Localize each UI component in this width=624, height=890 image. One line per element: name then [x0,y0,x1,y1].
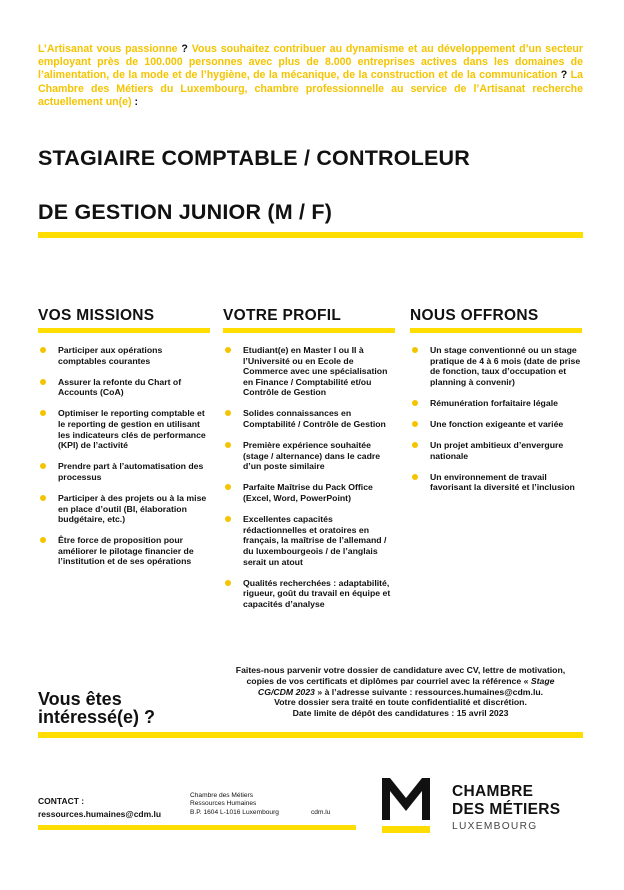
interest-line-1: Vous êtes [38,689,122,709]
offrons-item-text: Un environnement de travail favorisant la diversité et l’inclusion [430,471,575,493]
address-line-2: Ressources Humaines [190,800,257,808]
missions-item [38,535,210,567]
missions-item [38,345,210,366]
offrons-item [410,345,582,387]
brand-line-1: CHAMBRE [452,783,534,800]
apply-line-2 [213,676,588,687]
profil-item [223,345,395,398]
profil-item-text: Excellentes capacités rédactionnelles et oratoires en français, la maîtrise de l’allemand / du luxembourgeois / de l’anglais serait un atout [243,514,387,567]
missions-item-text: Assurer la refonte du Chart of Accounts (CoA) [58,376,182,398]
intro-paragraph [38,43,583,109]
offrons-underline [410,328,582,333]
bullet-dot-icon [40,537,46,543]
bullet-dot-icon [225,516,231,522]
profil-item [223,440,395,472]
interest-heading [38,690,155,726]
offrons-item [410,398,582,409]
missions-item-text: Optimiser le reporting comptable et le reporting de gestion en utilisant les indicateurs clés de performance (KPI) de l’activité [58,408,206,451]
bullet-dot-icon [225,410,231,416]
profil-item-text: Première expérience souhaitée (stage / alternance) dans le cadre d’un poste similaire [243,440,381,472]
profil-item-text: Parfaite Maîtrise du Pack Office (Excel, Word, PowerPoint) [243,482,373,504]
bullet-dot-icon [40,410,46,416]
apply-line-1: Faites-nous parvenir votre dossier de candidature avec CV, lettre de motivation, [235,665,566,675]
profil-item-text: Qualités recherchées : adaptabilité, rigueur, goût du travail en équipe et capacités d’analyse [243,577,391,609]
missions-item-text: Être force de proposition pour améliorer le pilotage financier de l’institution et de ses opérations [58,535,194,567]
missions-item [38,377,210,398]
profil-item [223,514,395,567]
offrons-item-text: Un projet ambitieux d’envergure nationale [430,440,564,461]
apply-line-3 [213,687,588,698]
profil-underline [223,328,395,333]
bullet-dot-icon [225,347,231,353]
apply-line-4: Votre dossier sera traité en toute confidentialité et discrétion. [274,697,527,708]
apply-deadline: Date limite de dépôt des candidatures : 15 avril 2023 [292,708,509,719]
bullet-dot-icon [40,379,46,385]
missions-item-text: Participer aux opérations comptables courantes [58,345,163,366]
profil-item [223,408,395,429]
profil-item-text: Solides connaissances en Comptabilité / Contrôle de Gestion [243,408,386,430]
title-accent-bar [38,232,583,238]
bullet-dot-icon [412,421,418,427]
missions-item [38,461,210,482]
intro-part-2: Vous souhaitez contribuer au dynamisme et au développement d’un secteur employant près de 100.000 personnes avec plus de 8.000 entreprises actives dans les domaines de l’alimentation, de la mode et de l’hygiène, de la mécanique, de la construction et de la communication [38,43,583,82]
offrons-item [410,419,582,430]
bullet-dot-icon [40,347,46,353]
interest-accent-bar [38,732,583,738]
bullet-dot-icon [40,495,46,501]
missions-heading: VOS MISSIONS [38,307,155,324]
profil-item-text: Etudiant(e) en Master I ou II à l’Université ou en Ecole de Commerce avec une spécialisation en Finance / Comptabilité et/ou Contrôle de Gestion [243,345,388,398]
job-title-line-2: DE GESTION JUNIOR (M / F) [38,200,333,224]
bullet-dot-icon [40,463,46,469]
intro-colon: : [131,95,139,108]
bullet-dot-icon [225,484,231,490]
missions-item [38,493,210,525]
application-instructions [213,665,588,719]
missions-item-text: Participer à des projets ou à la mise en place d’outil (BI, élaboration budgétaire, etc.) [58,492,207,525]
offrons-item [410,472,582,493]
apply-line-3-suffix: » à l’adresse suivante : ressources.humaines@cdm.lu. [314,686,544,697]
contact-website: cdm.lu [311,809,331,816]
apply-line-2-prefix: copies de vos certificats et diplômes par courriel avec la référence « [246,675,531,686]
missions-underline [38,328,210,333]
profil-list [223,345,395,609]
contact-address [190,792,279,817]
intro-question-mark-2: ? [557,69,571,82]
job-title-line-1: STAGIAIRE COMPTABLE / CONTROLEUR [38,146,471,170]
profil-column [223,307,395,620]
address-line-1: Chambre des Métiers [190,792,254,799]
missions-list [38,345,210,567]
profil-item [223,578,395,610]
missions-item [38,408,210,450]
bullet-dot-icon [412,347,418,353]
cdm-logo-icon [382,778,430,841]
bullet-dot-icon [412,474,418,480]
contact-label: CONTACT : [38,796,85,806]
bullet-dot-icon [412,442,418,448]
offrons-item [410,440,582,461]
offrons-heading: NOUS OFFRONS [410,307,539,324]
offrons-item-text: Un stage conventionné ou un stage pratique de 4 à 6 mois (date de prise de fonction, taux d’occupation et planning à convenir) [430,345,581,387]
profil-item [223,482,395,503]
contact-email: ressources.humaines@cdm.lu [38,809,162,819]
profil-heading: VOTRE PROFIL [223,307,342,324]
missions-column [38,307,210,578]
intro-question-mark-1: ? [177,43,192,55]
offrons-item-text: Rémunération forfaitaire légale [430,397,558,408]
bullet-dot-icon [412,400,418,406]
interest-line-2: intéressé(e) ? [38,707,156,727]
brand-line-3: LUXEMBOURG [452,821,538,832]
missions-item-text: Prendre part à l’automatisation des processus [58,461,204,482]
offrons-item-text: Une fonction exigeante et variée [430,418,564,429]
contact-accent-bar [38,825,356,830]
address-line-3: B.P. 1604 L-1016 Luxembourg [190,808,279,816]
brand-line-2: DES MÉTIERS [452,801,561,818]
bullet-dot-icon [225,580,231,586]
offrons-column [410,307,582,503]
intro-part-3: La Chambre des Métiers du Luxembourg, chambre professionnelle au service de l’Artisanat recherche actuellement un(e) [38,69,583,108]
intro-part-1: L’Artisanat vous passionne [38,43,178,55]
apply-reference-part-1: Stage [530,675,555,686]
offrons-list [410,345,582,493]
bullet-dot-icon [225,442,231,448]
apply-reference-part-2: CG/CDM 2023 [257,686,315,697]
